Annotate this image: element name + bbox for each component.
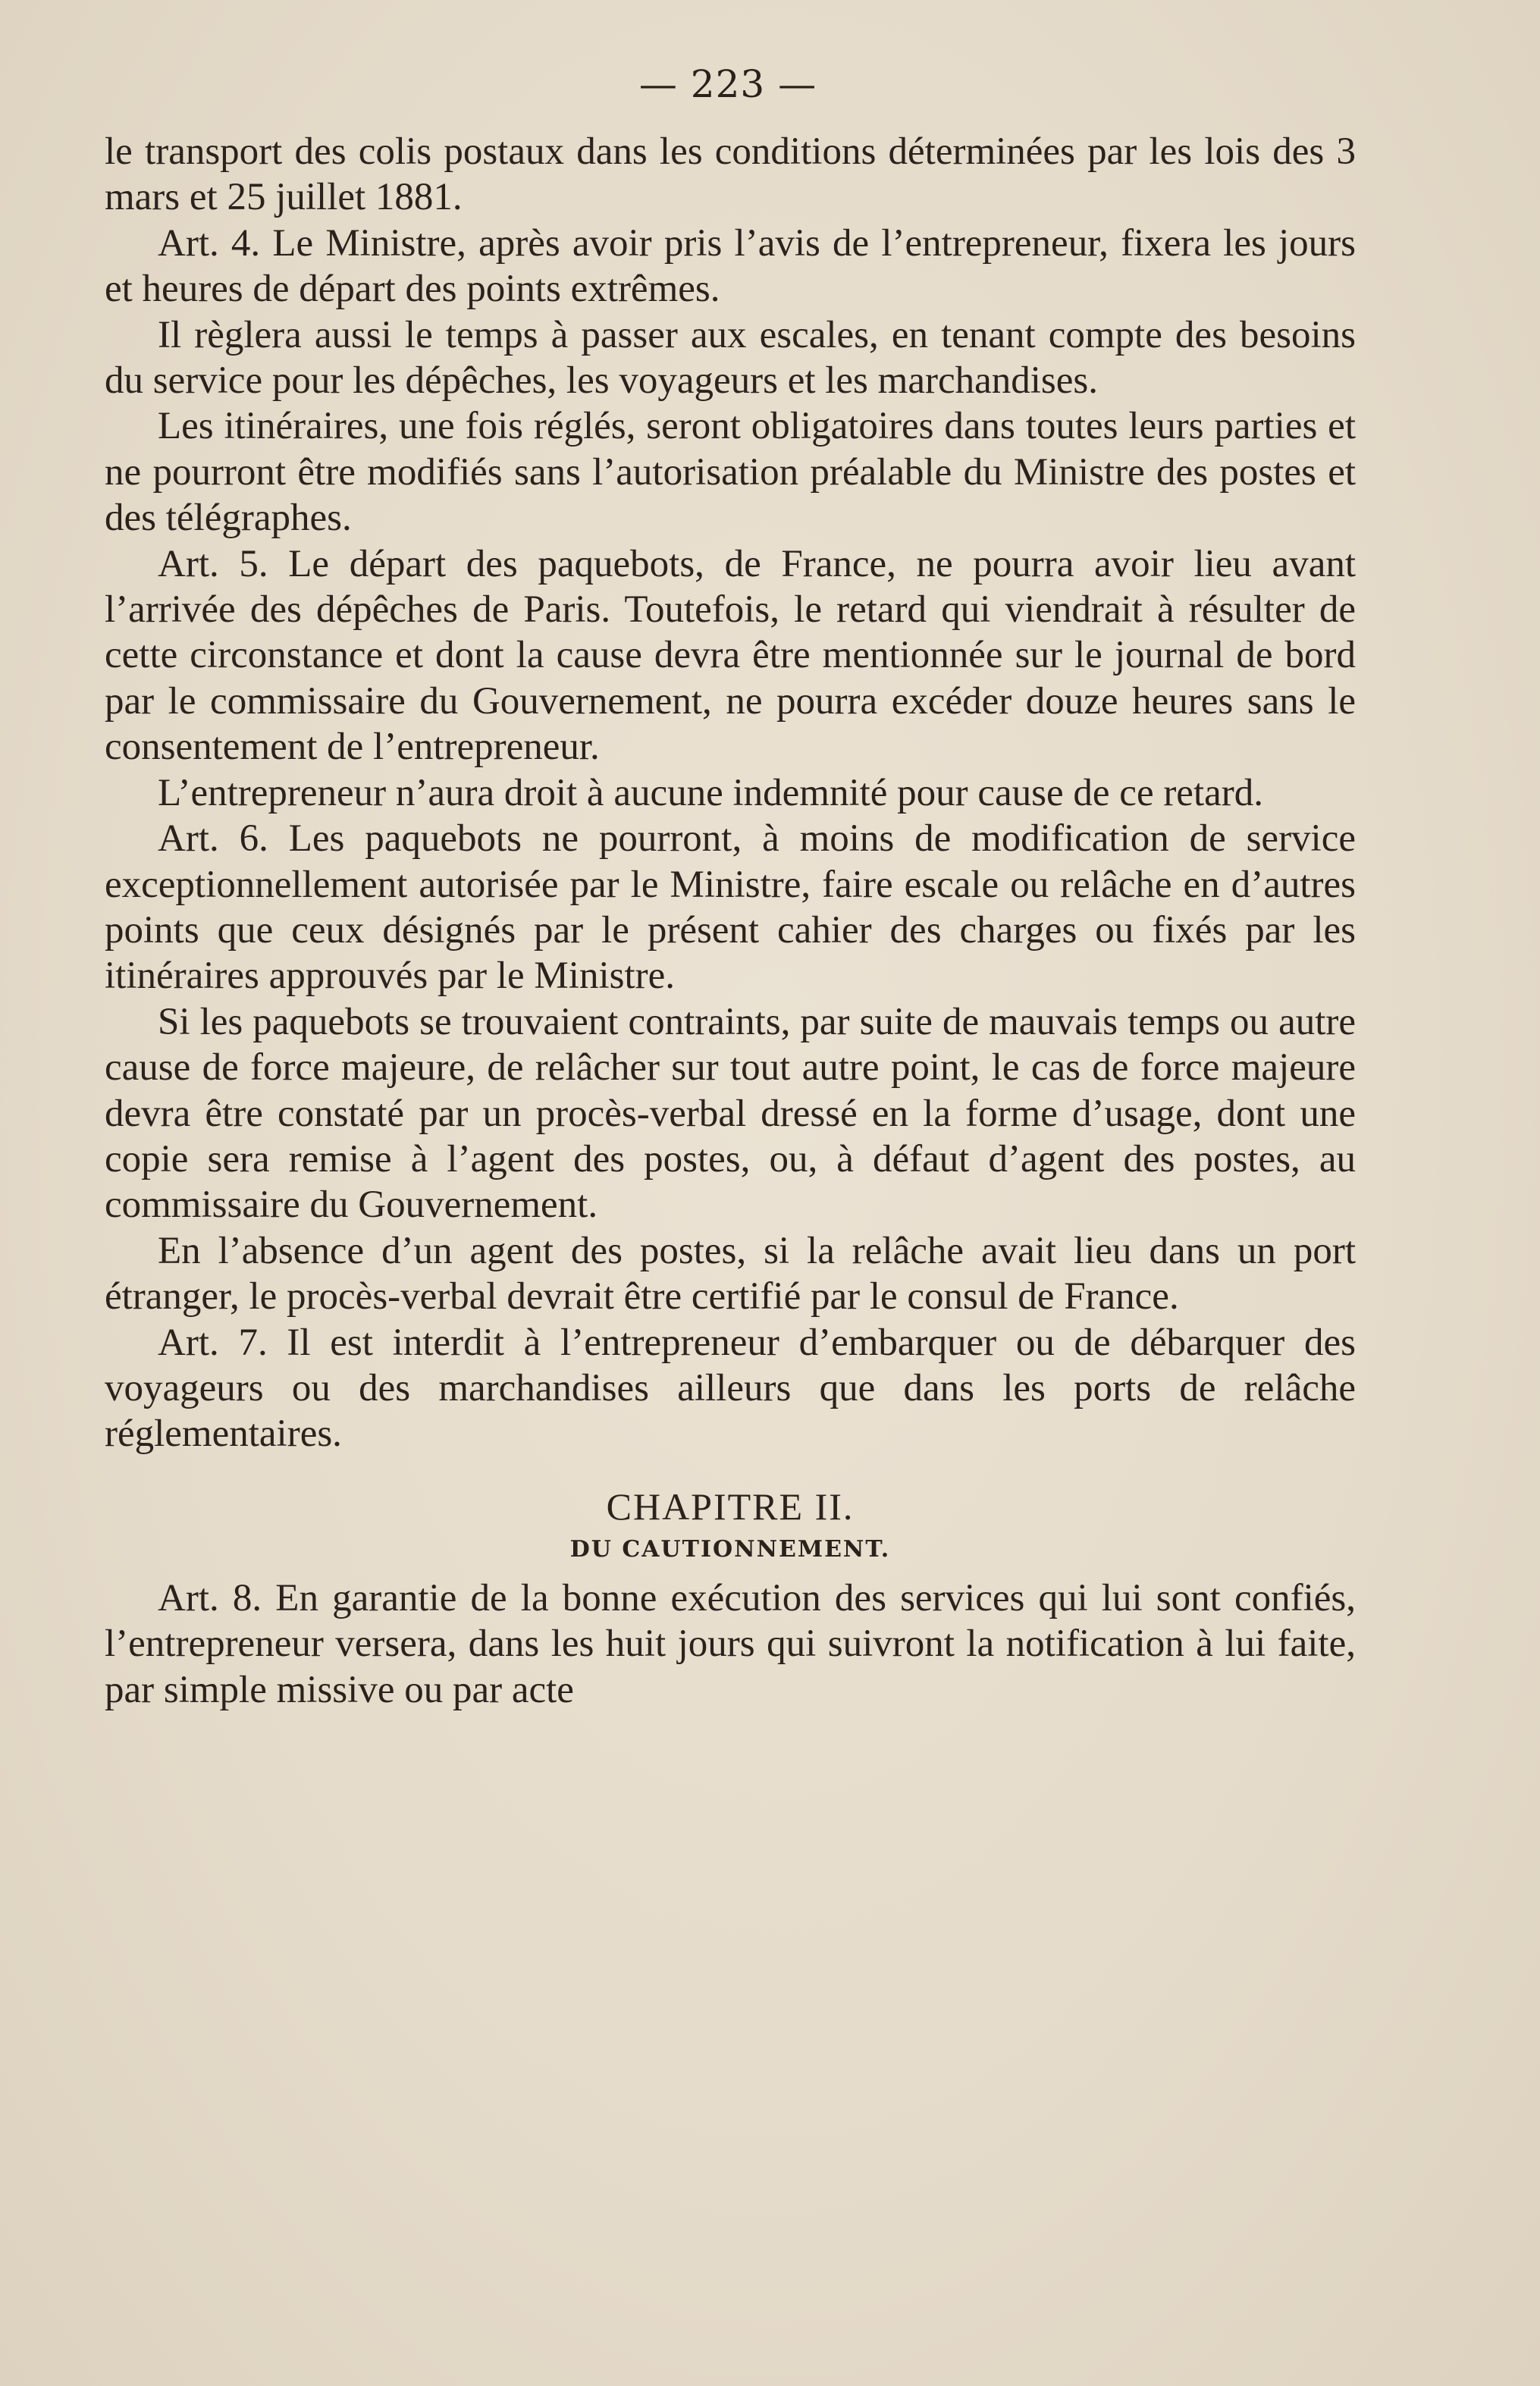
paragraph-itineraires: Les itinéraires, une fois réglés, seront obligatoires dans toutes leurs parties et ne pourront être modifiés sans l’autorisation préalable du Ministre des postes et des télégraphes.	[105, 405, 1356, 540]
paragraph-art-8: Art. 8. En garantie de la bonne exécution des services qui lui sont confiés, l’entrepreneur versera, dans les huit jours qui suivront la notification à lui faite, par simple missive ou par acte	[105, 1576, 1356, 1711]
paragraph-indemnite: L’entrepreneur n’aura droit à aucune indemnité pour cause de ce retard.	[158, 771, 1263, 814]
paragraph-art-4: Art. 4. Le Ministre, après avoir pris l’avis de l’entrepreneur, fixera les jours et heures de départ des points extrêmes.	[105, 221, 1356, 311]
document-body	[105, 129, 1356, 1713]
paragraph-art-7: Art. 7. Il est interdit à l’entrepreneur d’embarquer ou de débarquer des voyageurs ou des marchandises ailleurs que dans les ports de relâche réglementaires.	[105, 1321, 1356, 1456]
chapter-title: CHAPITRE II.	[606, 1485, 855, 1528]
chapter-subtitle: DU CAUTIONNEMENT.	[569, 1535, 891, 1563]
paragraph-force-majeure: Si les paquebots se trouvaient contraints, par suite de mauvais temps ou autre cause de force majeure, de relâcher sur tout autre point, le cas de force majeure devra être constaté par un procès-verbal dressé en la forme d’usage, dont une copie sera remise à l’agent des postes, ou, à défaut d’agent des postes, au commissaire du Gouvernement.	[105, 1000, 1356, 1227]
paragraph-art-5: Art. 5. Le départ des paquebots, de France, ne pourra avoir lieu avant l’arrivée des dépêches de Paris. Toutefois, le retard qui viendrait à résulter de cette circonstance et dont la cause devra être mentionnée sur le journal de bord par le commissaire du Gouvernement, ne pourra excéder douze heures sans le consentement de l’entrepreneur.	[105, 542, 1356, 769]
paragraph-continuation: le transport des colis postaux dans les conditions déterminées par les lois des 3 mars et 25 juillet 1881.	[105, 130, 1356, 219]
page-number: — 223 —	[638, 62, 817, 106]
paragraph-art-6: Art. 6. Les paquebots ne pourront, à moins de modification de service exceptionnellement autorisée par le Ministre, faire escale ou relâche en d’autres points que ceux désignés par le présent cahier des charges ou fixés par les itinéraires approuvés par le Ministre.	[105, 817, 1356, 998]
paragraph-consul: En l’absence d’un agent des postes, si la relâche avait lieu dans un port étranger, le procès-verbal devrait être certifié par le consul de France.	[105, 1229, 1356, 1318]
paragraph-escales: Il règlera aussi le temps à passer aux escales, en tenant compte des besoins du service pour les dépêches, les voyageurs et les marchandises.	[105, 313, 1356, 403]
